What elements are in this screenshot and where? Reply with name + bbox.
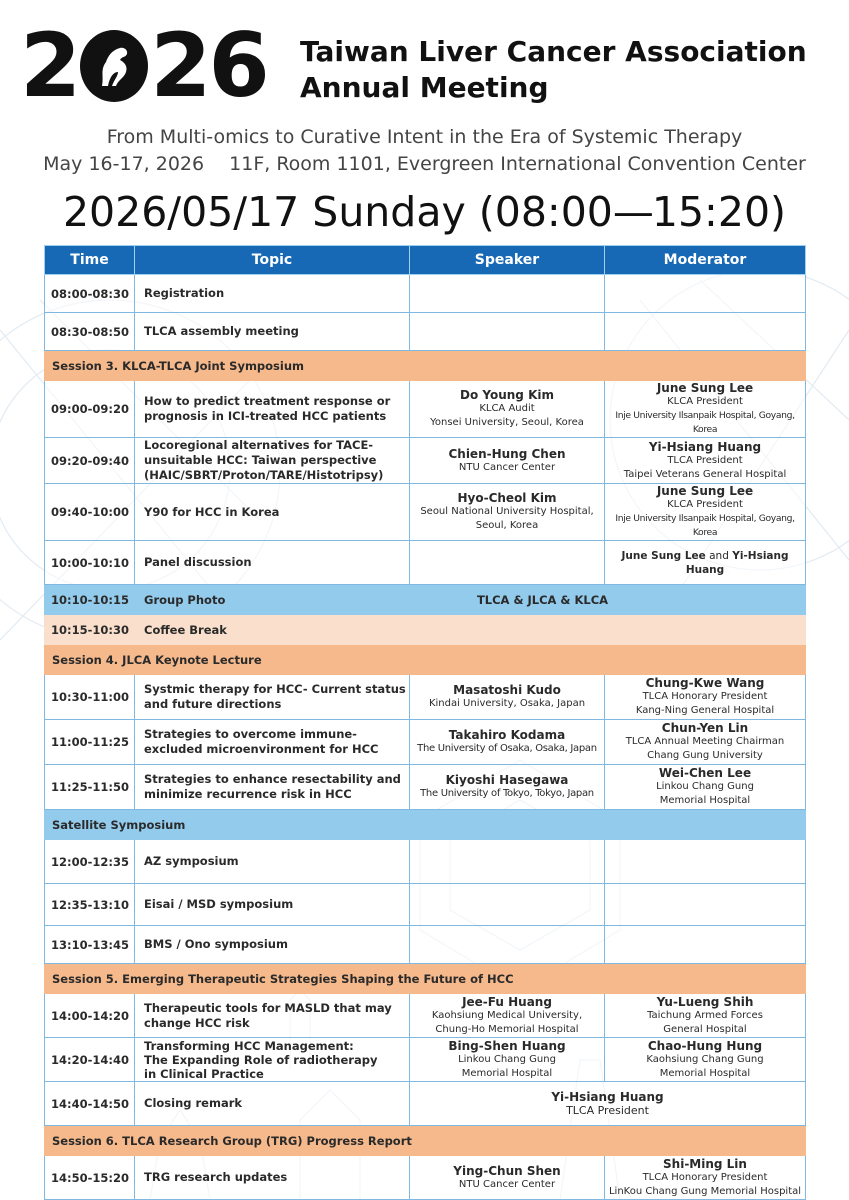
group-photo-note: TLCA & JLCA & KLCA xyxy=(410,585,806,615)
speaker-cell xyxy=(410,541,605,585)
topic-cell: Eisai / MSD symposium xyxy=(135,884,410,926)
table-row xyxy=(45,1038,806,1082)
topic-cell: Therapeutic tools for MASLD that may change HCC risk xyxy=(135,994,410,1038)
moderator-affiliation: Kaohsiung Chang Gung xyxy=(646,1053,764,1065)
moderator-affiliation: General Hospital xyxy=(663,1023,747,1035)
topic-line: Transforming HCC Management: xyxy=(144,1038,354,1053)
speaker-cell xyxy=(410,840,605,884)
topic-cell: TRG research updates xyxy=(135,1156,410,1200)
time-cell: 09:20-09:40 xyxy=(45,438,135,484)
time-cell: 09:00-09:20 xyxy=(45,381,135,438)
speaker-affiliation: Linkou Chang Gung xyxy=(458,1053,556,1065)
topic-cell: Group Photo xyxy=(135,585,410,615)
time-cell: 12:35-13:10 xyxy=(45,884,135,926)
moderator-name: Yi-Hsiang Huang xyxy=(648,439,762,454)
moderator-cell xyxy=(605,275,806,313)
table-row xyxy=(45,1156,806,1200)
moderator-cell xyxy=(605,675,806,720)
speaker-cell xyxy=(410,720,605,765)
session-title: Session 4. JLCA Keynote Lecture xyxy=(45,645,806,675)
speaker-cell xyxy=(410,381,605,438)
time-cell: 14:20-14:40 xyxy=(45,1038,135,1082)
speaker-cell xyxy=(410,926,605,964)
speaker-cell xyxy=(410,765,605,810)
moderator-cell xyxy=(605,381,806,438)
speaker-name: Yi-Hsiang Huang xyxy=(551,1089,664,1104)
speaker-cell xyxy=(410,275,605,313)
topic-cell: Panel discussion xyxy=(135,541,410,585)
speaker-name: Chien-Hung Chen xyxy=(448,446,566,461)
time-cell: 10:00-10:10 xyxy=(45,541,135,585)
time-cell: 08:30-08:50 xyxy=(45,313,135,351)
schedule-table xyxy=(44,245,806,1200)
page-header xyxy=(0,0,849,245)
moderator-cell xyxy=(605,765,806,810)
speaker-affiliation: Yonsei University, Seoul, Korea xyxy=(430,417,584,428)
moderator-cell xyxy=(605,313,806,351)
time-cell: 08:00-08:30 xyxy=(45,275,135,313)
moderator-conjunction: and xyxy=(709,549,729,562)
topic-cell: Coffee Break xyxy=(135,615,806,645)
group-photo-row xyxy=(45,585,806,615)
coffee-break-row xyxy=(45,615,806,645)
table-row xyxy=(45,675,806,720)
moderator-affiliation: Memorial Hospital xyxy=(659,1067,751,1079)
table-row xyxy=(45,765,806,810)
moderator-affiliation: TLCA Annual Meeting Chairman xyxy=(625,736,785,747)
day-title: 2026/05/17 Sunday (08:00—15:20) xyxy=(62,188,787,236)
table-row xyxy=(45,840,806,884)
moderator-affiliation: KLCA President xyxy=(667,499,743,510)
speaker-name: Masatoshi Kudo xyxy=(453,683,561,697)
moderator-name: June Sung Lee xyxy=(656,484,754,498)
time-cell: 11:00-11:25 xyxy=(45,720,135,765)
moderator-affiliation: TLCA Honorary President xyxy=(642,691,768,702)
moderator-name: Shi-Ming Lin xyxy=(663,1156,747,1171)
horse-emblem-icon xyxy=(80,30,148,102)
time-cell: 11:25-11:50 xyxy=(45,765,135,810)
speaker-affiliation: Seoul National University Hospital, xyxy=(420,506,594,517)
session-header xyxy=(45,351,806,381)
speaker-affiliation: NTU Cancer Center xyxy=(458,1178,556,1190)
moderator-name: Chun-Yen Lin xyxy=(661,721,749,735)
time-cell: 12:00-12:35 xyxy=(45,840,135,884)
table-row xyxy=(45,275,806,313)
table-row xyxy=(45,1082,806,1126)
speaker-cell xyxy=(410,1038,605,1082)
col-header-speaker: Speaker xyxy=(410,246,605,275)
topic-cell: Registration xyxy=(135,275,410,313)
moderator-name: Wei-Chen Lee xyxy=(658,766,752,780)
table-row xyxy=(45,926,806,964)
speaker-affiliation: The University of Osaka, Osaka, Japan xyxy=(417,743,597,754)
moderator-affiliation: Linkou Chang Gung xyxy=(656,781,754,792)
table-row xyxy=(45,484,806,541)
speaker-cell xyxy=(410,675,605,720)
speaker-affiliation: NTU Cancer Center xyxy=(458,461,556,473)
moderator-affiliation: Inje University Ilsanpaik Hospital, Goyang, Korea xyxy=(615,410,795,435)
moderator-affiliation: LinKou Chang Gung Memorial Hospital xyxy=(608,1185,802,1197)
speaker-cell xyxy=(410,438,605,484)
topic-cell: TLCA assembly meeting xyxy=(135,313,410,351)
speaker-cell xyxy=(410,484,605,541)
time-cell: 10:30-11:00 xyxy=(45,675,135,720)
time-cell: 14:50-15:20 xyxy=(45,1156,135,1200)
moderator-cell xyxy=(605,438,806,484)
moderator-affiliation: Chang Gung University xyxy=(647,750,763,761)
speaker-name: Kiyoshi Hasegawa xyxy=(445,773,569,787)
speaker-affiliation: Seoul, Korea xyxy=(475,520,539,531)
moderator-name: Yu-Lueng Shih xyxy=(656,994,754,1009)
time-cell: 10:10-10:15 xyxy=(45,585,135,615)
moderator-name: June Sung Lee xyxy=(656,381,754,395)
moderator-affiliation: KLCA President xyxy=(667,396,743,407)
speaker-name: Takahiro Kodama xyxy=(448,728,566,742)
time-cell: 14:00-14:20 xyxy=(45,994,135,1038)
topic-cell: Y90 for HCC in Korea xyxy=(135,484,410,541)
table-row xyxy=(45,313,806,351)
moderator-affiliation: TLCA Honorary President xyxy=(642,1171,768,1183)
moderator-cell xyxy=(605,720,806,765)
moderator-name: Chao-Hung Hung xyxy=(647,1038,763,1053)
speaker-name: Bing-Shen Huang xyxy=(448,1038,566,1053)
speaker-name: Ying-Chun Shen xyxy=(453,1163,561,1178)
time-cell: 13:10-13:45 xyxy=(45,926,135,964)
moderator-cell xyxy=(605,1156,806,1200)
meeting-name: Annual Meeting xyxy=(300,71,549,104)
table-header-row xyxy=(45,246,806,275)
table-row xyxy=(45,720,806,765)
moderator-affiliation: Taipei Veterans General Hospital xyxy=(623,468,787,480)
topic-cell: BMS / Ono symposium xyxy=(135,926,410,964)
session-header xyxy=(45,1126,806,1156)
speaker-affiliation: Kindai University, Osaka, Japan xyxy=(428,698,586,709)
topic-cell: Closing remark xyxy=(135,1082,410,1126)
moderator-cell xyxy=(605,1038,806,1082)
topic-cell: Strategies to overcome immune-excluded microenvironment for HCC xyxy=(135,720,410,765)
moderator-name: Yi-Hsiang Huang xyxy=(685,549,789,576)
speaker-cell xyxy=(410,994,605,1038)
speaker-name: Do Young Kim xyxy=(460,388,554,402)
col-header-topic: Topic xyxy=(135,246,410,275)
col-header-time: Time xyxy=(45,246,135,275)
session-title: Session 6. TLCA Research Group (TRG) Progress Report xyxy=(45,1126,806,1156)
table-row xyxy=(45,541,806,585)
speaker-affiliation: Kaohsiung Medical University, xyxy=(431,1009,583,1021)
speaker-name: Hyo-Cheol Kim xyxy=(457,491,557,505)
moderator-cell xyxy=(605,541,806,585)
speaker-cell xyxy=(410,1156,605,1200)
speaker-affiliation: Memorial Hospital xyxy=(461,1067,553,1079)
time-cell: 14:40-14:50 xyxy=(45,1082,135,1126)
moderator-affiliation: Kang-Ning General Hospital xyxy=(635,705,775,716)
topic-cell: Systmic therapy for HCC- Current status and future directions xyxy=(135,675,410,720)
moderator-cell xyxy=(605,484,806,541)
moderator-cell xyxy=(605,994,806,1038)
topic-line: The Expanding Role of radiotherapy xyxy=(144,1052,378,1067)
topic-line: in Clinical Practice xyxy=(144,1066,264,1081)
speaker-cell xyxy=(410,313,605,351)
topic-cell: Strategies to enhance resectability and minimize recurrence risk in HCC xyxy=(135,765,410,810)
speaker-affiliation: Chung-Ho Memorial Hospital xyxy=(435,1023,579,1035)
topic-cell: AZ symposium xyxy=(135,840,410,884)
moderator-affiliation: Inje University Ilsanpaik Hospital, Goyang, Korea xyxy=(615,513,795,538)
moderator-cell xyxy=(605,884,806,926)
topic-cell: Locoregional alternatives for TACE-unsuitable HCC: Taiwan perspective (HAIC/SBRT/Proton/TARE/Histotripsy) xyxy=(135,438,410,484)
speaker-affiliation: TLCA President xyxy=(566,1103,649,1117)
speaker-affiliation: KLCA Audit xyxy=(479,403,535,414)
table-row xyxy=(45,381,806,438)
speaker-affiliation: The University of Tokyo, Tokyo, Japan xyxy=(420,788,594,799)
table-row xyxy=(45,994,806,1038)
date-venue: May 16-17, 2026 11F, Room 1101, Evergreen International Convention Center xyxy=(43,153,806,175)
session-title: Satellite Symposium xyxy=(45,810,806,840)
topic-cell xyxy=(135,1038,410,1082)
moderator-affiliation: Memorial Hospital xyxy=(659,795,751,806)
speaker-cell xyxy=(410,1082,806,1126)
year-logo: 2 26 xyxy=(20,14,267,117)
table-row xyxy=(45,438,806,484)
topic-cell: How to predict treatment response or prognosis in ICI-treated HCC patients xyxy=(135,381,410,438)
session-header xyxy=(45,645,806,675)
time-cell: 09:40-10:00 xyxy=(45,484,135,541)
col-header-moderator: Moderator xyxy=(605,246,806,275)
session-header xyxy=(45,964,806,994)
moderator-name: June Sung Lee xyxy=(621,549,706,562)
session-title: Session 3. KLCA-TLCA Joint Symposium xyxy=(45,351,806,381)
moderator-name: Chung-Kwe Wang xyxy=(645,676,765,690)
meeting-theme: From Multi-omics to Curative Intent in the Era of Systemic Therapy xyxy=(106,126,743,148)
session-title: Session 5. Emerging Therapeutic Strategies Shaping the Future of HCC xyxy=(45,964,806,994)
association-name: Taiwan Liver Cancer Association xyxy=(300,35,807,68)
speaker-cell xyxy=(410,884,605,926)
moderator-cell xyxy=(605,926,806,964)
association-title xyxy=(300,34,807,106)
moderator-affiliation: TLCA President xyxy=(667,454,743,466)
table-row xyxy=(45,884,806,926)
session-header xyxy=(45,810,806,840)
moderator-affiliation: Taichung Armed Forces xyxy=(647,1009,763,1021)
moderator-cell xyxy=(605,840,806,884)
speaker-name: Jee-Fu Huang xyxy=(462,994,552,1009)
time-cell: 10:15-10:30 xyxy=(45,615,135,645)
